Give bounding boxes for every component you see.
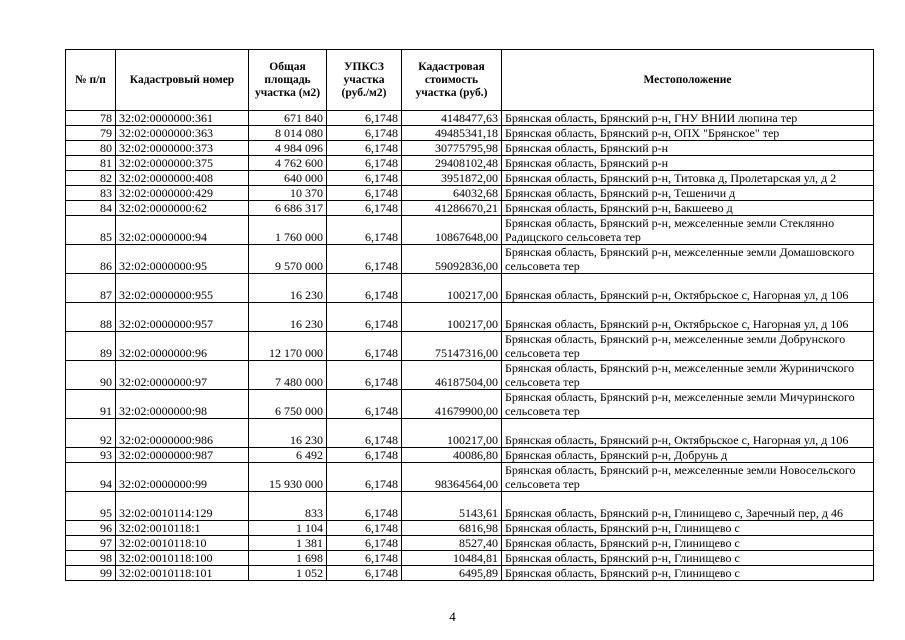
cell-cadastral-number: 32:02:0000000:408 xyxy=(116,171,249,186)
cell-upks: 6,1748 xyxy=(327,245,402,274)
cell-location: Брянская область, Брянский р-н, межселенные земли Журиничского сельсовета тер xyxy=(502,361,874,390)
cell-cadastral-number: 32:02:0000000:62 xyxy=(116,201,249,216)
cell-location: Брянская область, Брянский р-н, Титовка д, Пролетарская ул, д 2 xyxy=(502,171,874,186)
cell-area: 9 570 000 xyxy=(249,245,327,274)
cell-location: Брянская область, Брянский р-н, межселенные земли Стеклянно Радицского сельсовета тер xyxy=(502,216,874,245)
header-num: № п/п xyxy=(66,50,116,111)
header-area: Общая площадь участка (м2) xyxy=(249,50,327,111)
cell-cadastral-cost: 30775795,98 xyxy=(402,141,502,156)
cell-location: Брянская область, Брянский р-н xyxy=(502,141,874,156)
cell-area: 16 230 xyxy=(249,419,327,448)
cell-cadastral-cost: 100217,00 xyxy=(402,303,502,332)
table-row xyxy=(66,551,874,566)
cell-cadastral-cost: 10867648,00 xyxy=(402,216,502,245)
cell-upks: 6,1748 xyxy=(327,216,402,245)
cell-area: 4 984 096 xyxy=(249,141,327,156)
cell-location: Брянская область, Брянский р-н, Бакшеево д xyxy=(502,201,874,216)
cell-location: Брянская область, Брянский р-н xyxy=(502,156,874,171)
cell-cadastral-number: 32:02:0000000:955 xyxy=(116,274,249,303)
cell-location: Брянская область, Брянский р-н, Октябрьское с, Нагорная ул, д 106 xyxy=(502,274,874,303)
table-row xyxy=(66,492,874,521)
table-row xyxy=(66,156,874,171)
cell-num: 79 xyxy=(66,126,116,141)
cell-upks: 6,1748 xyxy=(327,111,402,126)
cell-cadastral-number: 32:02:0000000:361 xyxy=(116,111,249,126)
cell-num: 92 xyxy=(66,419,116,448)
cell-location: Брянская область, Брянский р-н, Глинищево с xyxy=(502,521,874,536)
cell-area: 8 014 080 xyxy=(249,126,327,141)
cell-upks: 6,1748 xyxy=(327,492,402,521)
cell-cadastral-number: 32:02:0000000:98 xyxy=(116,390,249,419)
cadastral-table xyxy=(65,49,874,581)
cell-location: Брянская область, Брянский р-н, Глинищево с, Заречный пер, д 46 xyxy=(502,492,874,521)
cell-upks: 6,1748 xyxy=(327,361,402,390)
cell-cadastral-number: 32:02:0000000:95 xyxy=(116,245,249,274)
table-row xyxy=(66,361,874,390)
table-row xyxy=(66,332,874,361)
table-body xyxy=(66,111,874,581)
cell-upks: 6,1748 xyxy=(327,303,402,332)
cell-area: 6 492 xyxy=(249,448,327,463)
cell-area: 833 xyxy=(249,492,327,521)
cell-num: 83 xyxy=(66,186,116,201)
table-row xyxy=(66,245,874,274)
cell-upks: 6,1748 xyxy=(327,141,402,156)
cell-cadastral-cost: 100217,00 xyxy=(402,419,502,448)
cell-cadastral-cost: 98364564,00 xyxy=(402,463,502,492)
cell-location: Брянская область, Брянский р-н, межселенные земли Мичуринского сельсовета тер xyxy=(502,390,874,419)
cell-location: Брянская область, Брянский р-н, Добрунь д xyxy=(502,448,874,463)
cell-cadastral-number: 32:02:0010118:1 xyxy=(116,521,249,536)
cell-location: Брянская область, Брянский р-н, Тешеничи д xyxy=(502,186,874,201)
table-row xyxy=(66,186,874,201)
table-row xyxy=(66,111,874,126)
cell-area: 671 840 xyxy=(249,111,327,126)
cell-upks: 6,1748 xyxy=(327,274,402,303)
cell-area: 1 104 xyxy=(249,521,327,536)
cell-area: 1 698 xyxy=(249,551,327,566)
cell-cadastral-cost: 10484,81 xyxy=(402,551,502,566)
cell-num: 95 xyxy=(66,492,116,521)
cell-area: 7 480 000 xyxy=(249,361,327,390)
cell-cadastral-cost: 46187504,00 xyxy=(402,361,502,390)
cell-num: 97 xyxy=(66,536,116,551)
cell-area: 12 170 000 xyxy=(249,332,327,361)
cell-num: 89 xyxy=(66,332,116,361)
table-header-row xyxy=(66,50,874,111)
cell-upks: 6,1748 xyxy=(327,566,402,581)
table-row xyxy=(66,303,874,332)
cell-num: 82 xyxy=(66,171,116,186)
cell-location: Брянская область, Брянский р-н, Глинищево с xyxy=(502,551,874,566)
cell-num: 78 xyxy=(66,111,116,126)
cell-cadastral-number: 32:02:0000000:97 xyxy=(116,361,249,390)
cell-num: 94 xyxy=(66,463,116,492)
table-row xyxy=(66,521,874,536)
cell-cadastral-cost: 64032,68 xyxy=(402,186,502,201)
cell-num: 99 xyxy=(66,566,116,581)
table-row xyxy=(66,274,874,303)
cell-cadastral-number: 32:02:0000000:94 xyxy=(116,216,249,245)
cell-upks: 6,1748 xyxy=(327,536,402,551)
table-row xyxy=(66,126,874,141)
table-row xyxy=(66,448,874,463)
cell-cadastral-cost: 100217,00 xyxy=(402,274,502,303)
cell-cadastral-number: 32:02:0000000:987 xyxy=(116,448,249,463)
header-cadastral-cost: Кадастровая стоимость участка (руб.) xyxy=(402,50,502,111)
cell-upks: 6,1748 xyxy=(327,551,402,566)
cell-upks: 6,1748 xyxy=(327,126,402,141)
cell-upks: 6,1748 xyxy=(327,171,402,186)
cell-cadastral-cost: 29408102,48 xyxy=(402,156,502,171)
cell-cadastral-cost: 59092836,00 xyxy=(402,245,502,274)
cell-upks: 6,1748 xyxy=(327,463,402,492)
cell-num: 91 xyxy=(66,390,116,419)
cell-upks: 6,1748 xyxy=(327,448,402,463)
cell-num: 80 xyxy=(66,141,116,156)
cell-area: 16 230 xyxy=(249,303,327,332)
cell-location: Брянская область, Брянский р-н, Октябрьское с, Нагорная ул, д 106 xyxy=(502,303,874,332)
cell-num: 93 xyxy=(66,448,116,463)
table-row xyxy=(66,141,874,156)
cell-upks: 6,1748 xyxy=(327,156,402,171)
cell-num: 86 xyxy=(66,245,116,274)
cell-cadastral-cost: 4148477,63 xyxy=(402,111,502,126)
cell-num: 81 xyxy=(66,156,116,171)
cell-area: 4 762 600 xyxy=(249,156,327,171)
cell-upks: 6,1748 xyxy=(327,390,402,419)
cell-cadastral-cost: 75147316,00 xyxy=(402,332,502,361)
cell-upks: 6,1748 xyxy=(327,521,402,536)
header-location: Местоположение xyxy=(502,50,874,111)
cell-area: 15 930 000 xyxy=(249,463,327,492)
cell-num: 85 xyxy=(66,216,116,245)
table-row xyxy=(66,390,874,419)
cell-num: 98 xyxy=(66,551,116,566)
cell-num: 96 xyxy=(66,521,116,536)
header-upks: УПКСЗ участка (руб./м2) xyxy=(327,50,402,111)
cell-cadastral-number: 32:02:0000000:96 xyxy=(116,332,249,361)
table-row xyxy=(66,463,874,492)
page-number: 4 xyxy=(449,609,456,624)
cell-cadastral-cost: 5143,61 xyxy=(402,492,502,521)
cell-location: Брянская область, Брянский р-н, Глинищево с xyxy=(502,566,874,581)
cell-location: Брянская область, Брянский р-н, межселенные земли Добрунского сельсовета тер xyxy=(502,332,874,361)
table-row xyxy=(66,536,874,551)
cell-num: 84 xyxy=(66,201,116,216)
table-row xyxy=(66,201,874,216)
cell-cadastral-cost: 6816,98 xyxy=(402,521,502,536)
cell-area: 6 750 000 xyxy=(249,390,327,419)
cell-num: 87 xyxy=(66,274,116,303)
cell-cadastral-number: 32:02:0000000:986 xyxy=(116,419,249,448)
cell-location: Брянская область, Брянский р-н, ОПХ "Брянское" тер xyxy=(502,126,874,141)
cell-cadastral-number: 32:02:0000000:429 xyxy=(116,186,249,201)
cell-cadastral-cost: 40086,80 xyxy=(402,448,502,463)
cell-location: Брянская область, Брянский р-н, межселенные земли Новосельского сельсовета тер xyxy=(502,463,874,492)
cell-cadastral-cost: 41286670,21 xyxy=(402,201,502,216)
cell-cadastral-cost: 8527,40 xyxy=(402,536,502,551)
cell-area: 1 052 xyxy=(249,566,327,581)
cell-area: 10 370 xyxy=(249,186,327,201)
cell-cadastral-number: 32:02:0010118:101 xyxy=(116,566,249,581)
table-row xyxy=(66,216,874,245)
cell-area: 6 686 317 xyxy=(249,201,327,216)
cell-cadastral-number: 32:02:0010118:10 xyxy=(116,536,249,551)
cell-upks: 6,1748 xyxy=(327,332,402,361)
cell-upks: 6,1748 xyxy=(327,201,402,216)
cell-area: 1 760 000 xyxy=(249,216,327,245)
cell-cadastral-cost: 41679900,00 xyxy=(402,390,502,419)
header-cadastral-number: Кадастровый номер xyxy=(116,50,249,111)
cell-cadastral-cost: 6495,89 xyxy=(402,566,502,581)
cell-cadastral-number: 32:02:0000000:363 xyxy=(116,126,249,141)
cell-cadastral-number: 32:02:0010114:129 xyxy=(116,492,249,521)
cell-cadastral-cost: 3951872,00 xyxy=(402,171,502,186)
cell-num: 90 xyxy=(66,361,116,390)
cell-location: Брянская область, Брянский р-н, Октябрьское с, Нагорная ул, д 106 xyxy=(502,419,874,448)
cell-upks: 6,1748 xyxy=(327,419,402,448)
cell-location: Брянская область, Брянский р-н, межселенные земли Домашовского сельсовета тер xyxy=(502,245,874,274)
cell-area: 16 230 xyxy=(249,274,327,303)
cell-upks: 6,1748 xyxy=(327,186,402,201)
table-row xyxy=(66,419,874,448)
cell-location: Брянская область, Брянский р-н, Глинищево с xyxy=(502,536,874,551)
cell-area: 640 000 xyxy=(249,171,327,186)
cell-cadastral-number: 32:02:0010118:100 xyxy=(116,551,249,566)
cell-location: Брянская область, Брянский р-н, ГНУ ВНИИ люпина тер xyxy=(502,111,874,126)
cell-cadastral-number: 32:02:0000000:957 xyxy=(116,303,249,332)
cell-area: 1 381 xyxy=(249,536,327,551)
cell-cadastral-cost: 49485341,18 xyxy=(402,126,502,141)
cell-cadastral-number: 32:02:0000000:375 xyxy=(116,156,249,171)
table-row xyxy=(66,566,874,581)
cell-cadastral-number: 32:02:0000000:373 xyxy=(116,141,249,156)
table-row xyxy=(66,171,874,186)
cell-cadastral-number: 32:02:0000000:99 xyxy=(116,463,249,492)
cell-num: 88 xyxy=(66,303,116,332)
